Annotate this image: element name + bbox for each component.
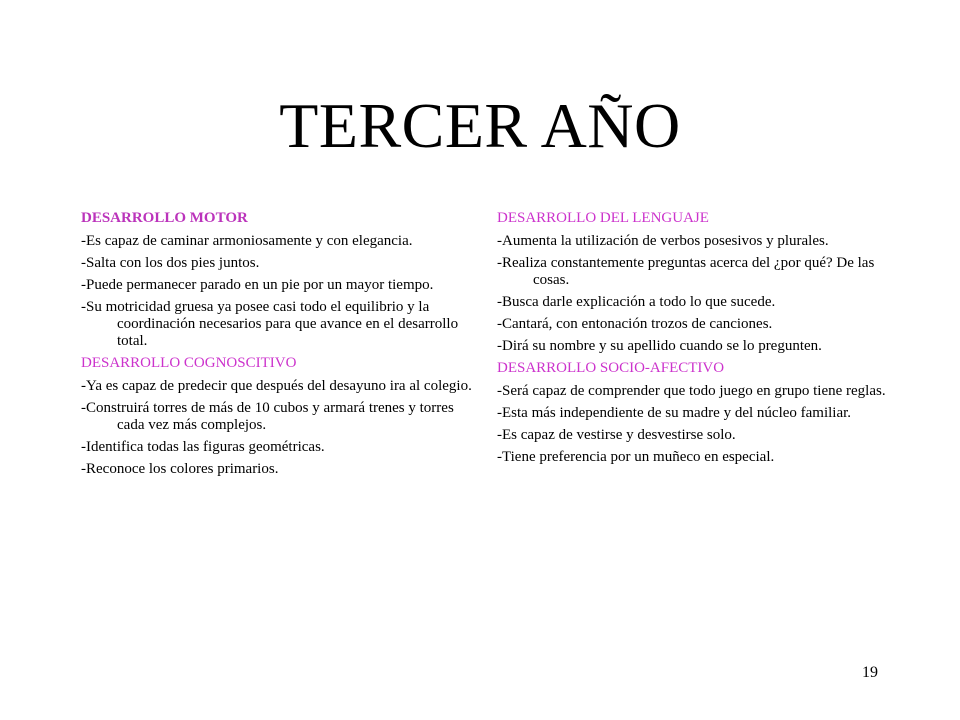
left-column (81, 210, 476, 483)
list-item: -Ya es capaz de predecir que después del desayuno ira al colegio. (81, 378, 472, 394)
list-item: -Esta más independiente de su madre y del núcleo familiar. (497, 405, 852, 421)
list-item: -Será capaz de comprender que todo juego en grupo tiene reglas. (497, 383, 886, 399)
section-heading-cognoscitivo: DESARROLLO COGNOSCITIVO (81, 355, 297, 371)
section-heading-motor: DESARROLLO MOTOR (81, 210, 248, 226)
list-item: -Busca darle explicación a todo lo que sucede. (497, 294, 776, 310)
list-item: -Identifica todas las figuras geométricas. (81, 439, 325, 455)
list-item: -Reconoce los colores primarios. (81, 461, 279, 477)
list-item: -Puede permanecer parado en un pie por un mayor tiempo. (81, 277, 434, 293)
list-item: -Realiza constantemente preguntas acerca del ¿por qué? De las cosas. (497, 255, 875, 288)
section-heading-lenguaje: DESARROLLO DEL LENGUAJE (497, 210, 709, 226)
section-cognoscitivo (81, 355, 476, 478)
list-item: -Tiene preferencia por un muñeco en especial. (497, 449, 775, 465)
page-title: TERCER AÑO (279, 90, 681, 161)
list-item: -Cantará, con entonación trozos de canciones. (497, 316, 773, 332)
list-item: -Dirá su nombre y su apellido cuando se lo pregunten. (497, 338, 822, 354)
right-column (497, 210, 892, 471)
section-socio-afectivo (497, 360, 892, 466)
list-item: -Es capaz de vestirse y desvestirse solo. (497, 427, 736, 443)
list-item: -Es capaz de caminar armoniosamente y con elegancia. (81, 233, 413, 249)
list-item: -Su motricidad gruesa ya posee casi todo el equilibrio y la coordinación necesarios para que avance en el desarrollo total. (81, 299, 459, 349)
page-number: 19 (862, 664, 878, 681)
section-lenguaje (497, 210, 892, 355)
list-item: -Construirá torres de más de 10 cubos y armará trenes y torres cada vez más complejos. (81, 400, 454, 433)
section-heading-socio-afectivo: DESARROLLO SOCIO-AFECTIVO (497, 360, 725, 376)
list-item: -Salta con los dos pies juntos. (81, 255, 260, 271)
section-motor (81, 210, 476, 350)
list-item: -Aumenta la utilización de verbos posesivos y plurales. (497, 233, 829, 249)
